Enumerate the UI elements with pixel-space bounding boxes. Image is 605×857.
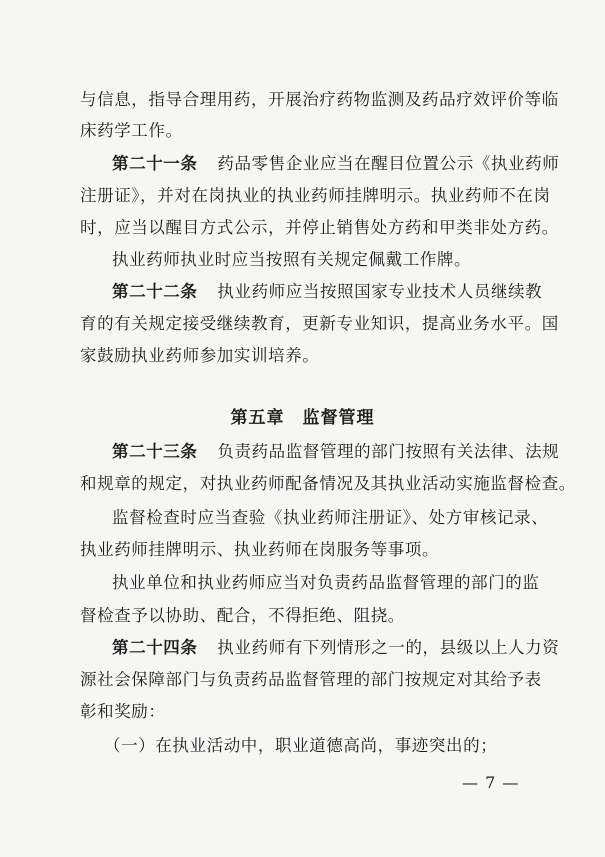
paragraph-line: （一）在执业活动中，职业道德高尚，事迹突出的； [104, 736, 498, 755]
article-23-line [112, 440, 572, 464]
paragraph-line: 彰和奖励： [80, 702, 166, 721]
paragraph-line: 注册证》，并对在岗执业的执业药师挂牌明示。执业药师不在岗 [80, 186, 551, 205]
chapter-title: 第五章 监督管理 [230, 408, 375, 428]
article-22-heading: 第二十二条 [112, 282, 198, 301]
paragraph-line: 家鼓励执业药师参加实训培养。 [80, 346, 320, 365]
paragraph-line: 执业药师有下列情形之一的，县级以上人力资 [217, 638, 560, 657]
paragraph-line: 和规章的规定，对执业药师配备情况及其执业活动实施监督检查。 [80, 474, 576, 493]
paragraph-line: 育的有关规定接受继续教育，更新专业知识，提高业务水平。国 [80, 314, 559, 333]
paragraph-line: 执业药师执业时应当按照有关规定佩戴工作牌。 [112, 250, 472, 269]
paragraph-line: 时，应当以醒目方式公示，并停止销售处方药和甲类非处方药。 [80, 218, 559, 237]
paragraph-line: 药品零售企业应当在醒目位置公示《执业药师 [217, 154, 560, 173]
paragraph-line: 督检查予以协助、配合，不得拒绝、阻挠。 [80, 606, 405, 625]
paragraph-line: 床药学工作。 [80, 121, 183, 140]
article-23-heading: 第二十三条 [112, 442, 198, 461]
paragraph-line: 执业药师挂牌明示、执业药师在岗服务等事项。 [80, 540, 440, 559]
paragraph-line: 负责药品监督管理的部门按照有关法律、法规 [217, 442, 560, 461]
article-22-line [112, 280, 572, 304]
article-21-heading: 第二十一条 [112, 154, 198, 173]
paragraph-line: 与信息，指导合理用药，开展治疗药物监测及药品疗效评价等临 [80, 90, 559, 109]
article-24-heading: 第二十四条 [112, 638, 198, 657]
paragraph-line: 源社会保障部门与负责药品监督管理的部门按规定对其给予表 [80, 670, 542, 689]
article-21-line [112, 152, 572, 176]
paragraph-line: 监督检查时应当查验《执业药师注册证》、处方审核记录、 [112, 508, 549, 527]
page-number: — 7 — [462, 773, 520, 792]
paragraph-line: 执业药师应当按照国家专业技术人员继续教 [217, 282, 543, 301]
paragraph-line: 执业单位和执业药师应当对负责药品监督管理的部门的监 [112, 573, 540, 592]
article-24-line [112, 636, 572, 660]
